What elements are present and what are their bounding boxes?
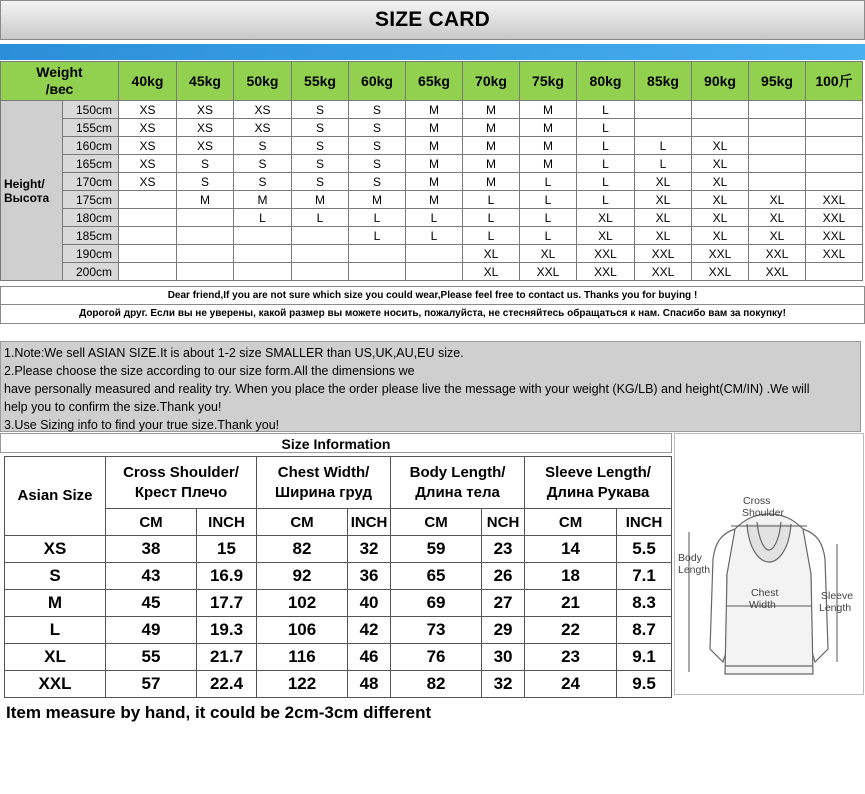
size-cell: XXL [806, 227, 863, 245]
cross-shoulder-text-2: Shoulder [742, 507, 785, 519]
size-cell [806, 119, 863, 137]
measurement-cell: 30 [482, 644, 525, 671]
size-cell: XL [463, 245, 520, 263]
size-cell: XS [234, 119, 292, 137]
size-cell: L [349, 209, 406, 227]
size-name-cell: L [5, 617, 106, 644]
size-cell [119, 191, 177, 209]
measurement-cell: 16.9 [197, 563, 257, 590]
cross-shoulder-ru: Крест Плечо [134, 483, 228, 501]
measurement-cell: 65 [391, 563, 482, 590]
size-cell [119, 245, 177, 263]
size-cell: M [406, 191, 463, 209]
chest-width-en: Chest Width/ [277, 463, 370, 481]
measurement-cell: 69 [391, 590, 482, 617]
height-label-en: Height/ [4, 176, 45, 191]
body-length-en: Body Length/ [409, 463, 506, 481]
size-cell: S [349, 173, 406, 191]
size-cell: L [463, 209, 520, 227]
size-cell: S [349, 119, 406, 137]
size-cell: M [463, 101, 520, 119]
measurement-cell: 122 [257, 671, 348, 698]
measurement-cell: 32 [482, 671, 525, 698]
size-cell: XS [119, 173, 177, 191]
weight-header-cell: 65kg [406, 62, 463, 101]
size-cell: M [406, 137, 463, 155]
weight-label-en: Weight [36, 64, 83, 80]
size-cell: XXL [806, 245, 863, 263]
size-cell: L [577, 191, 635, 209]
size-cell: XL [749, 209, 806, 227]
size-cell [119, 209, 177, 227]
size-cell: XL [692, 137, 749, 155]
size-cell: XL [635, 173, 692, 191]
note-line-1: 1.Note:We sell ASIAN SIZE.It is about 1-2 size SMALLER than US,UK,AU,EU size. [4, 346, 464, 360]
size-cell: L [635, 137, 692, 155]
size-cell: S [292, 173, 349, 191]
size-cell: S [292, 119, 349, 137]
note-line-4: help you to confirm the size.Thank you! [4, 400, 222, 414]
weight-header-cell: 40kg [119, 62, 177, 101]
weight-header-cell: 45kg [177, 62, 234, 101]
body-length-header [391, 457, 525, 509]
size-cell: M [463, 173, 520, 191]
measurement-cell: 59 [391, 536, 482, 563]
unit-header-cell: NCH [482, 509, 525, 536]
chart-row [1, 245, 863, 263]
size-cell: M [463, 119, 520, 137]
size-cell [234, 263, 292, 281]
size-cell: L [520, 191, 577, 209]
sleeve-length-en: Sleeve Length/ [545, 463, 651, 481]
size-cell [749, 155, 806, 173]
body-length-text-1: Body [678, 552, 702, 564]
measurement-cell: 5.5 [617, 536, 672, 563]
chart-row [1, 191, 863, 209]
size-cell [806, 263, 863, 281]
height-cell: 165cm [63, 155, 119, 173]
chest-width-text-2: Width [749, 599, 776, 611]
size-cell: XXL [520, 263, 577, 281]
chart-row [1, 119, 863, 137]
weight-header-cell: 80kg [577, 62, 635, 101]
size-cell [635, 101, 692, 119]
notes-box [0, 341, 861, 432]
measurement-cell: 26 [482, 563, 525, 590]
size-cell: XS [177, 137, 234, 155]
size-cell [177, 263, 234, 281]
measurement-cell: 8.7 [617, 617, 672, 644]
measurement-cell: 82 [257, 536, 348, 563]
size-cell: L [406, 209, 463, 227]
height-label [1, 101, 63, 281]
size-cell: XL [692, 155, 749, 173]
size-cell [292, 263, 349, 281]
weight-header-cell: 85kg [635, 62, 692, 101]
unit-header-cell: CM [257, 509, 348, 536]
size-name-cell: XL [5, 644, 106, 671]
size-cell: S [234, 173, 292, 191]
body-length-ru: Длина тела [415, 483, 500, 501]
size-cell: M [406, 173, 463, 191]
size-cell: L [577, 137, 635, 155]
size-cell: M [520, 119, 577, 137]
size-cell [349, 245, 406, 263]
garment-measurement-diagram [674, 433, 864, 695]
chart-row [1, 137, 863, 155]
measurement-cell: 21 [525, 590, 617, 617]
unit-header-cell: CM [391, 509, 482, 536]
size-row [5, 671, 672, 698]
size-cell: L [520, 227, 577, 245]
weight-header-cell: 55kg [292, 62, 349, 101]
measurement-cell: 22.4 [197, 671, 257, 698]
size-card-title: SIZE CARD [0, 0, 865, 40]
height-cell: 190cm [63, 245, 119, 263]
measurement-cell: 32 [348, 536, 391, 563]
size-cell: XXL [577, 245, 635, 263]
note-line-2: 2.Please choose the size according to our size form.All the dimensions we [4, 364, 415, 378]
size-cell: M [406, 101, 463, 119]
size-cell: XXL [806, 209, 863, 227]
measurement-cell: 19.3 [197, 617, 257, 644]
size-cell: XS [119, 155, 177, 173]
measurement-cell: 42 [348, 617, 391, 644]
height-cell: 150cm [63, 101, 119, 119]
sleeve-length-ru: Длина Рукава [546, 483, 650, 501]
size-cell: L [463, 191, 520, 209]
size-cell [749, 137, 806, 155]
size-cell: S [234, 155, 292, 173]
blue-stripe [0, 44, 865, 60]
weight-header-cell: 100斤 [806, 62, 863, 101]
sleeve-length-text-2: Length [819, 602, 852, 614]
measurement-cell: 102 [257, 590, 348, 617]
size-cell [119, 263, 177, 281]
size-cell: L [577, 173, 635, 191]
size-cell [806, 101, 863, 119]
size-cell: XL [692, 191, 749, 209]
measurement-cell: 43 [106, 563, 197, 590]
size-cell: L [234, 209, 292, 227]
size-cell: XS [119, 137, 177, 155]
chart-row [1, 101, 863, 119]
size-cell [406, 245, 463, 263]
weight-label-ru: /вес [45, 81, 74, 97]
measurement-cell: 49 [106, 617, 197, 644]
weight-header-cell: 75kg [520, 62, 577, 101]
size-cell: L [292, 209, 349, 227]
size-cell: XL [749, 191, 806, 209]
measurement-cell: 14 [525, 536, 617, 563]
size-cell: L [406, 227, 463, 245]
size-name-cell: M [5, 590, 106, 617]
size-cell: XL [749, 227, 806, 245]
size-cell: M [234, 191, 292, 209]
measurement-cell: 82 [391, 671, 482, 698]
note-en: Dear friend,If you are not sure which size you could wear,Please feel free to contact us. Thanks you for buying ! [0, 286, 865, 306]
size-cell: XS [177, 119, 234, 137]
measurement-cell: 48 [348, 671, 391, 698]
measurement-cell: 55 [106, 644, 197, 671]
size-cell: M [520, 101, 577, 119]
size-cell [177, 227, 234, 245]
height-label-ru: Высота [4, 190, 50, 205]
size-cell: S [292, 137, 349, 155]
measurement-cell: 92 [257, 563, 348, 590]
height-cell: 170cm [63, 173, 119, 191]
size-name-cell: XS [5, 536, 106, 563]
size-cell: XS [234, 101, 292, 119]
note-line-3: have personally measured and reality try. When you place the order please live the message with your weight (KG/LB) and height(CM/IN) .We will [4, 382, 810, 396]
size-cell: S [349, 101, 406, 119]
size-cell: XL [520, 245, 577, 263]
note-line-5: 3.Use Sizing info to find your true size.Thank you! [4, 418, 280, 432]
size-cell [806, 155, 863, 173]
measurement-cell: 73 [391, 617, 482, 644]
size-cell: S [349, 137, 406, 155]
size-cell [234, 245, 292, 263]
size-cell: XXL [577, 263, 635, 281]
size-cell: M [520, 155, 577, 173]
size-cell: XXL [635, 245, 692, 263]
size-cell: XL [463, 263, 520, 281]
size-cell: M [406, 119, 463, 137]
weight-header-cell: 90kg [692, 62, 749, 101]
cross-shoulder-text-1: Cross [743, 495, 771, 507]
weight-header-cell: 70kg [463, 62, 520, 101]
size-information-title: Size Information [0, 433, 672, 453]
size-cell [692, 101, 749, 119]
size-cell: L [577, 101, 635, 119]
size-cell: XL [635, 209, 692, 227]
measurement-cell: 46 [348, 644, 391, 671]
size-cell: L [520, 209, 577, 227]
measurement-cell: 8.3 [617, 590, 672, 617]
body-length-text-2: Length [678, 564, 711, 576]
height-cell: 160cm [63, 137, 119, 155]
size-row [5, 644, 672, 671]
size-name-cell: XXL [5, 671, 106, 698]
measurement-cell: 27 [482, 590, 525, 617]
size-cell [749, 119, 806, 137]
measurement-cell: 45 [106, 590, 197, 617]
chart-row [1, 209, 863, 227]
size-cell: XL [692, 173, 749, 191]
height-cell: 175cm [63, 191, 119, 209]
measurement-cell: 23 [525, 644, 617, 671]
weight-header-cell: 60kg [349, 62, 406, 101]
measurement-cell: 15 [197, 536, 257, 563]
measurement-cell: 29 [482, 617, 525, 644]
size-cell: XXL [749, 245, 806, 263]
height-cell: 155cm [63, 119, 119, 137]
size-name-cell: S [5, 563, 106, 590]
size-cell: L [463, 227, 520, 245]
measurement-cell: 24 [525, 671, 617, 698]
size-cell: M [349, 191, 406, 209]
size-cell: L [577, 155, 635, 173]
size-cell: L [520, 173, 577, 191]
unit-header-cell: INCH [348, 509, 391, 536]
size-cell: XXL [806, 191, 863, 209]
size-cell: XL [692, 209, 749, 227]
asian-size-header: Asian Size [5, 457, 106, 536]
height-cell: 180cm [63, 209, 119, 227]
height-cell: 185cm [63, 227, 119, 245]
size-cell [177, 245, 234, 263]
measurement-cell: 9.5 [617, 671, 672, 698]
size-cell: XXL [692, 245, 749, 263]
unit-header-cell: INCH [197, 509, 257, 536]
size-cell [292, 245, 349, 263]
size-information-table [4, 456, 672, 698]
size-cell: L [349, 227, 406, 245]
weight-label [1, 62, 119, 101]
size-cell: S [177, 155, 234, 173]
size-cell: S [292, 155, 349, 173]
sleeve-length-text-1: Sleeve [821, 590, 854, 602]
measurement-cell: 23 [482, 536, 525, 563]
size-row [5, 563, 672, 590]
chart-row [1, 173, 863, 191]
size-cell [406, 263, 463, 281]
size-cell [177, 209, 234, 227]
size-cell [806, 173, 863, 191]
size-cell: L [635, 155, 692, 173]
unit-header-cell: CM [525, 509, 617, 536]
size-cell: XS [177, 101, 234, 119]
measurement-cell: 18 [525, 563, 617, 590]
size-cell: XL [577, 209, 635, 227]
size-row [5, 536, 672, 563]
measurement-cell: 7.1 [617, 563, 672, 590]
size-cell: XL [635, 191, 692, 209]
height-cell: 200cm [63, 263, 119, 281]
measurement-footnote: Item measure by hand, it could be 2cm-3cm different [6, 703, 432, 722]
size-cell: M [463, 137, 520, 155]
size-cell: S [349, 155, 406, 173]
size-cell [234, 227, 292, 245]
measurement-cell: 36 [348, 563, 391, 590]
hoodie-outline-icon [675, 434, 863, 694]
size-cell [119, 227, 177, 245]
measurement-cell: 9.1 [617, 644, 672, 671]
size-cell: M [292, 191, 349, 209]
size-cell: S [292, 101, 349, 119]
measurement-cell: 21.7 [197, 644, 257, 671]
size-cell: XS [119, 119, 177, 137]
size-cell: XL [577, 227, 635, 245]
size-cell: XXL [749, 263, 806, 281]
size-cell: XS [119, 101, 177, 119]
size-cell: XXL [692, 263, 749, 281]
size-cell: M [520, 137, 577, 155]
size-cell: S [177, 173, 234, 191]
size-cell: XL [692, 227, 749, 245]
size-cell [349, 263, 406, 281]
size-cell [749, 173, 806, 191]
chart-row [1, 227, 863, 245]
measurement-cell: 106 [257, 617, 348, 644]
measurement-cell: 40 [348, 590, 391, 617]
size-cell: L [577, 119, 635, 137]
size-row [5, 617, 672, 644]
size-cell [292, 227, 349, 245]
unit-header-cell: INCH [617, 509, 672, 536]
size-cell [749, 101, 806, 119]
cross-shoulder-en: Cross Shoulder/ [123, 463, 239, 481]
size-cell: S [234, 137, 292, 155]
size-cell: M [406, 155, 463, 173]
size-cell [692, 119, 749, 137]
chest-width-text-1: Chest [751, 587, 779, 599]
chest-width-ru: Ширина груд [275, 483, 372, 501]
size-chart-table [0, 61, 863, 281]
measurement-cell: 22 [525, 617, 617, 644]
size-cell [806, 137, 863, 155]
size-cell: XL [635, 227, 692, 245]
chest-width-header [257, 457, 391, 509]
cross-shoulder-header [106, 457, 257, 509]
sleeve-length-header [525, 457, 672, 509]
size-cell: M [463, 155, 520, 173]
note-ru: Дорогой друг. Если вы не уверены, какой размер вы можете носить, пожалуйста, не стесняйтесь обращаться к нам. Спасибо вам за покупку! [0, 304, 865, 324]
measurement-cell: 116 [257, 644, 348, 671]
size-row [5, 590, 672, 617]
measurement-cell: 38 [106, 536, 197, 563]
size-cell [635, 119, 692, 137]
weight-header-cell: 50kg [234, 62, 292, 101]
size-cell: M [177, 191, 234, 209]
chart-row [1, 155, 863, 173]
unit-header-cell: CM [106, 509, 197, 536]
chart-row [1, 263, 863, 281]
weight-header-cell: 95kg [749, 62, 806, 101]
measurement-cell: 57 [106, 671, 197, 698]
measurement-cell: 17.7 [197, 590, 257, 617]
measurement-cell: 76 [391, 644, 482, 671]
size-cell: XXL [635, 263, 692, 281]
